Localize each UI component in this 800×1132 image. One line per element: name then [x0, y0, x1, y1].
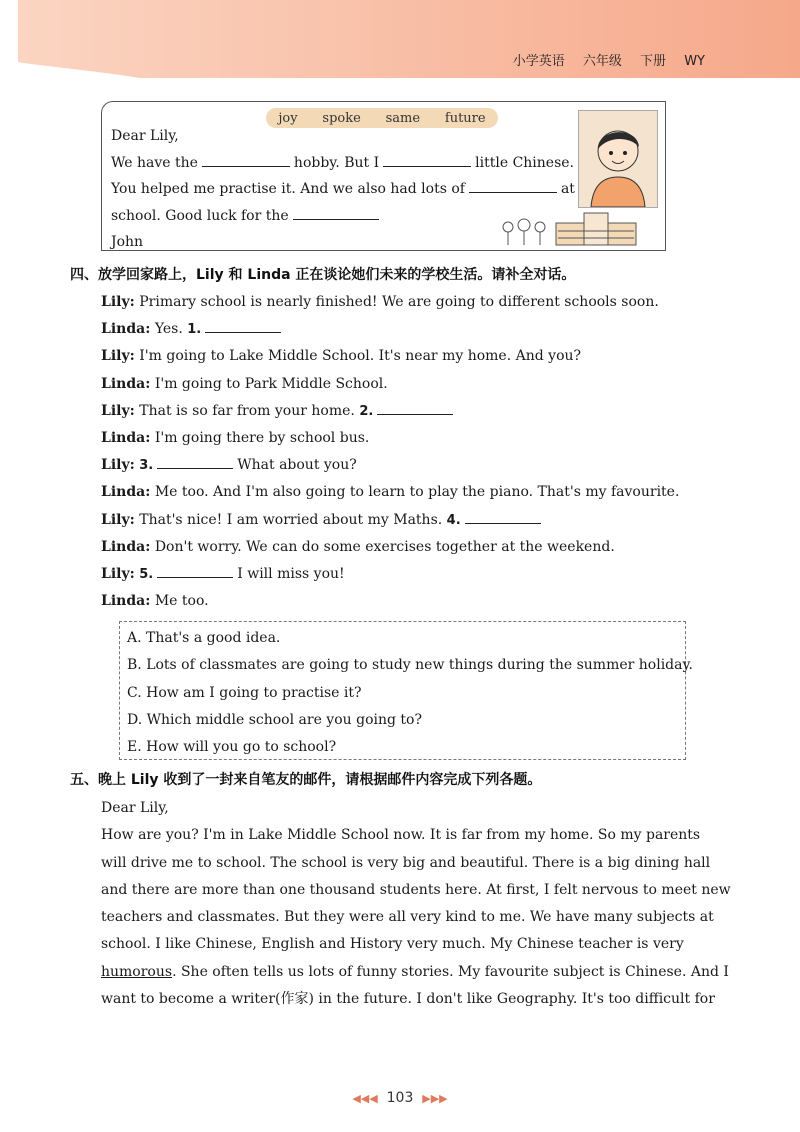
dialogue-text: Primary school is nearly finished! We are going to different schools soon. — [134, 294, 659, 310]
dialogue-line — [101, 588, 679, 615]
dialogue-line — [101, 289, 679, 316]
page-number: 103 — [386, 1090, 414, 1106]
email-body — [101, 795, 731, 1013]
speaker-label: Lily: — [101, 566, 135, 583]
email-line: school. I like Chinese, English and History very much. My Chinese teacher is very — [101, 936, 684, 953]
letter-box — [101, 101, 666, 251]
speaker-label: Lily: — [101, 294, 135, 310]
answer-blank[interactable] — [469, 191, 557, 193]
option-c: C. How am I going to practise it? — [127, 684, 362, 701]
dialogue-text: Yes. — [150, 321, 188, 338]
email-line: will drive me to school. The school is very big and beautiful. There is a big dining hall — [101, 854, 711, 871]
email-line: and there are more than one thousand students here. At first, I felt nervous to meet new — [101, 881, 731, 898]
speaker-label: Lily: — [101, 511, 135, 528]
email-line — [101, 959, 729, 986]
question-number: 1. — [187, 322, 202, 338]
dialogue-line — [101, 534, 679, 561]
dialogue-line — [101, 343, 679, 370]
question-number: 5. — [139, 567, 154, 583]
speaker-label: Linda: — [101, 593, 151, 610]
speaker-label: Linda: — [101, 375, 151, 392]
word-bank-item: joy — [278, 110, 298, 126]
left-arrows-icon: ◀◀◀ — [352, 1092, 378, 1105]
dialogue-line — [101, 479, 679, 506]
dialogue-text: That's nice! I am worried about my Maths. — [134, 511, 447, 528]
answer-blank[interactable] — [383, 165, 471, 167]
answer-blank[interactable] — [293, 218, 379, 220]
email-line: teachers and classmates. But they were all very kind to me. We have many subjects at — [101, 909, 714, 926]
dialogue-text: I'm going there by school bus. — [150, 430, 370, 447]
letter-signature: John — [111, 234, 144, 250]
page-footer — [0, 1090, 800, 1106]
letter-text-segment: at — [560, 181, 575, 197]
right-arrows-icon: ▶▶▶ — [422, 1092, 448, 1105]
word-bank-item: future — [444, 110, 486, 126]
answer-blank[interactable] — [157, 467, 233, 469]
question-number: 2. — [359, 403, 374, 419]
question-number: 3. — [139, 458, 154, 474]
speaker-label: Linda: — [101, 538, 151, 555]
dialogue-line — [101, 425, 679, 452]
section-5-title: 五、晚上 Lily 收到了一封来自笔友的邮件，请根据邮件内容完成下列各题。 — [70, 772, 542, 788]
answer-blank[interactable] — [205, 331, 281, 333]
underlined-word: humorous — [101, 963, 173, 980]
letter-text-segment: school. Good luck for the — [111, 207, 289, 224]
dialogue-text: What about you? — [237, 457, 357, 474]
letter-text-segment: You helped me practise it. And we also had lots of — [111, 181, 465, 197]
header-grade: 六年级 — [582, 54, 622, 69]
speaker-label: Lily: — [101, 402, 135, 419]
speaker-label: Lily: — [101, 348, 135, 365]
dialogue-line — [101, 561, 679, 588]
dialogue-line — [101, 398, 679, 425]
school-building-icon — [496, 211, 656, 247]
option-a: A. That's a good idea. — [127, 630, 281, 646]
dialogue-line — [101, 316, 679, 343]
section-4-title: 四、放学回家路上，Lily 和 Linda 正在谈论她们未来的学校生活。请补全对话。 — [70, 267, 576, 283]
answer-blank[interactable] — [202, 165, 290, 167]
letter-greeting: Dear Lily, — [111, 128, 179, 144]
speaker-label: Linda: — [101, 321, 151, 338]
dialogue-text: I will miss you! — [237, 566, 345, 583]
speaker-label: Lily: — [101, 457, 135, 474]
dialogue-line — [101, 507, 679, 534]
header-subject: 小学英语 — [512, 54, 565, 69]
letter-text-segment: little Chinese. — [475, 154, 575, 171]
header-volume: 下册 — [640, 54, 667, 69]
dialogue-text: Me too. — [150, 593, 209, 610]
options-box — [119, 621, 693, 760]
option-e: E. How will you go to school? — [127, 739, 337, 756]
dialogue-text: Don't worry. We can do some exercises together at the weekend. — [150, 538, 615, 555]
header-edition: WY — [684, 54, 705, 69]
answer-blank[interactable] — [377, 413, 453, 415]
dialogue — [101, 289, 679, 615]
answer-blank[interactable] — [157, 576, 233, 578]
email-line: How are you? I'm in Lake Middle School now. It is far from my home. So my parents — [101, 827, 701, 844]
email-greeting: Dear Lily, — [101, 800, 169, 816]
letter-text-segment: We have the — [111, 154, 198, 171]
word-bank-item: spoke — [322, 110, 361, 126]
dialogue-line — [101, 371, 679, 398]
email-text: . She often tells us lots of funny stories. My favourite subject is Chinese. And I — [172, 963, 729, 980]
option-d: D. Which middle school are you going to? — [127, 711, 422, 728]
book-header — [499, 50, 705, 69]
option-b: B. Lots of classmates are going to study new things during the summer holiday. — [127, 657, 693, 674]
dialogue-line — [101, 452, 679, 479]
answer-blank[interactable] — [465, 522, 541, 524]
boy-portrait-image — [578, 110, 658, 208]
dialogue-text: I'm going to Park Middle School. — [150, 375, 388, 392]
speaker-label: Linda: — [101, 430, 151, 447]
dialogue-text: I'm going to Lake Middle School. It's near my home. And you? — [134, 348, 582, 365]
dialogue-text: That is so far from your home. — [134, 402, 360, 419]
email-line: want to become a writer(作家) in the future. I don't like Geography. It's too difficult for — [101, 991, 715, 1008]
letter-text-segment: hobby. But I — [293, 154, 380, 171]
word-bank-item: same — [385, 110, 421, 126]
dialogue-text: Me too. And I'm also going to learn to play the piano. That's my favourite. — [150, 484, 680, 501]
question-number: 4. — [446, 512, 461, 528]
speaker-label: Linda: — [101, 484, 151, 501]
